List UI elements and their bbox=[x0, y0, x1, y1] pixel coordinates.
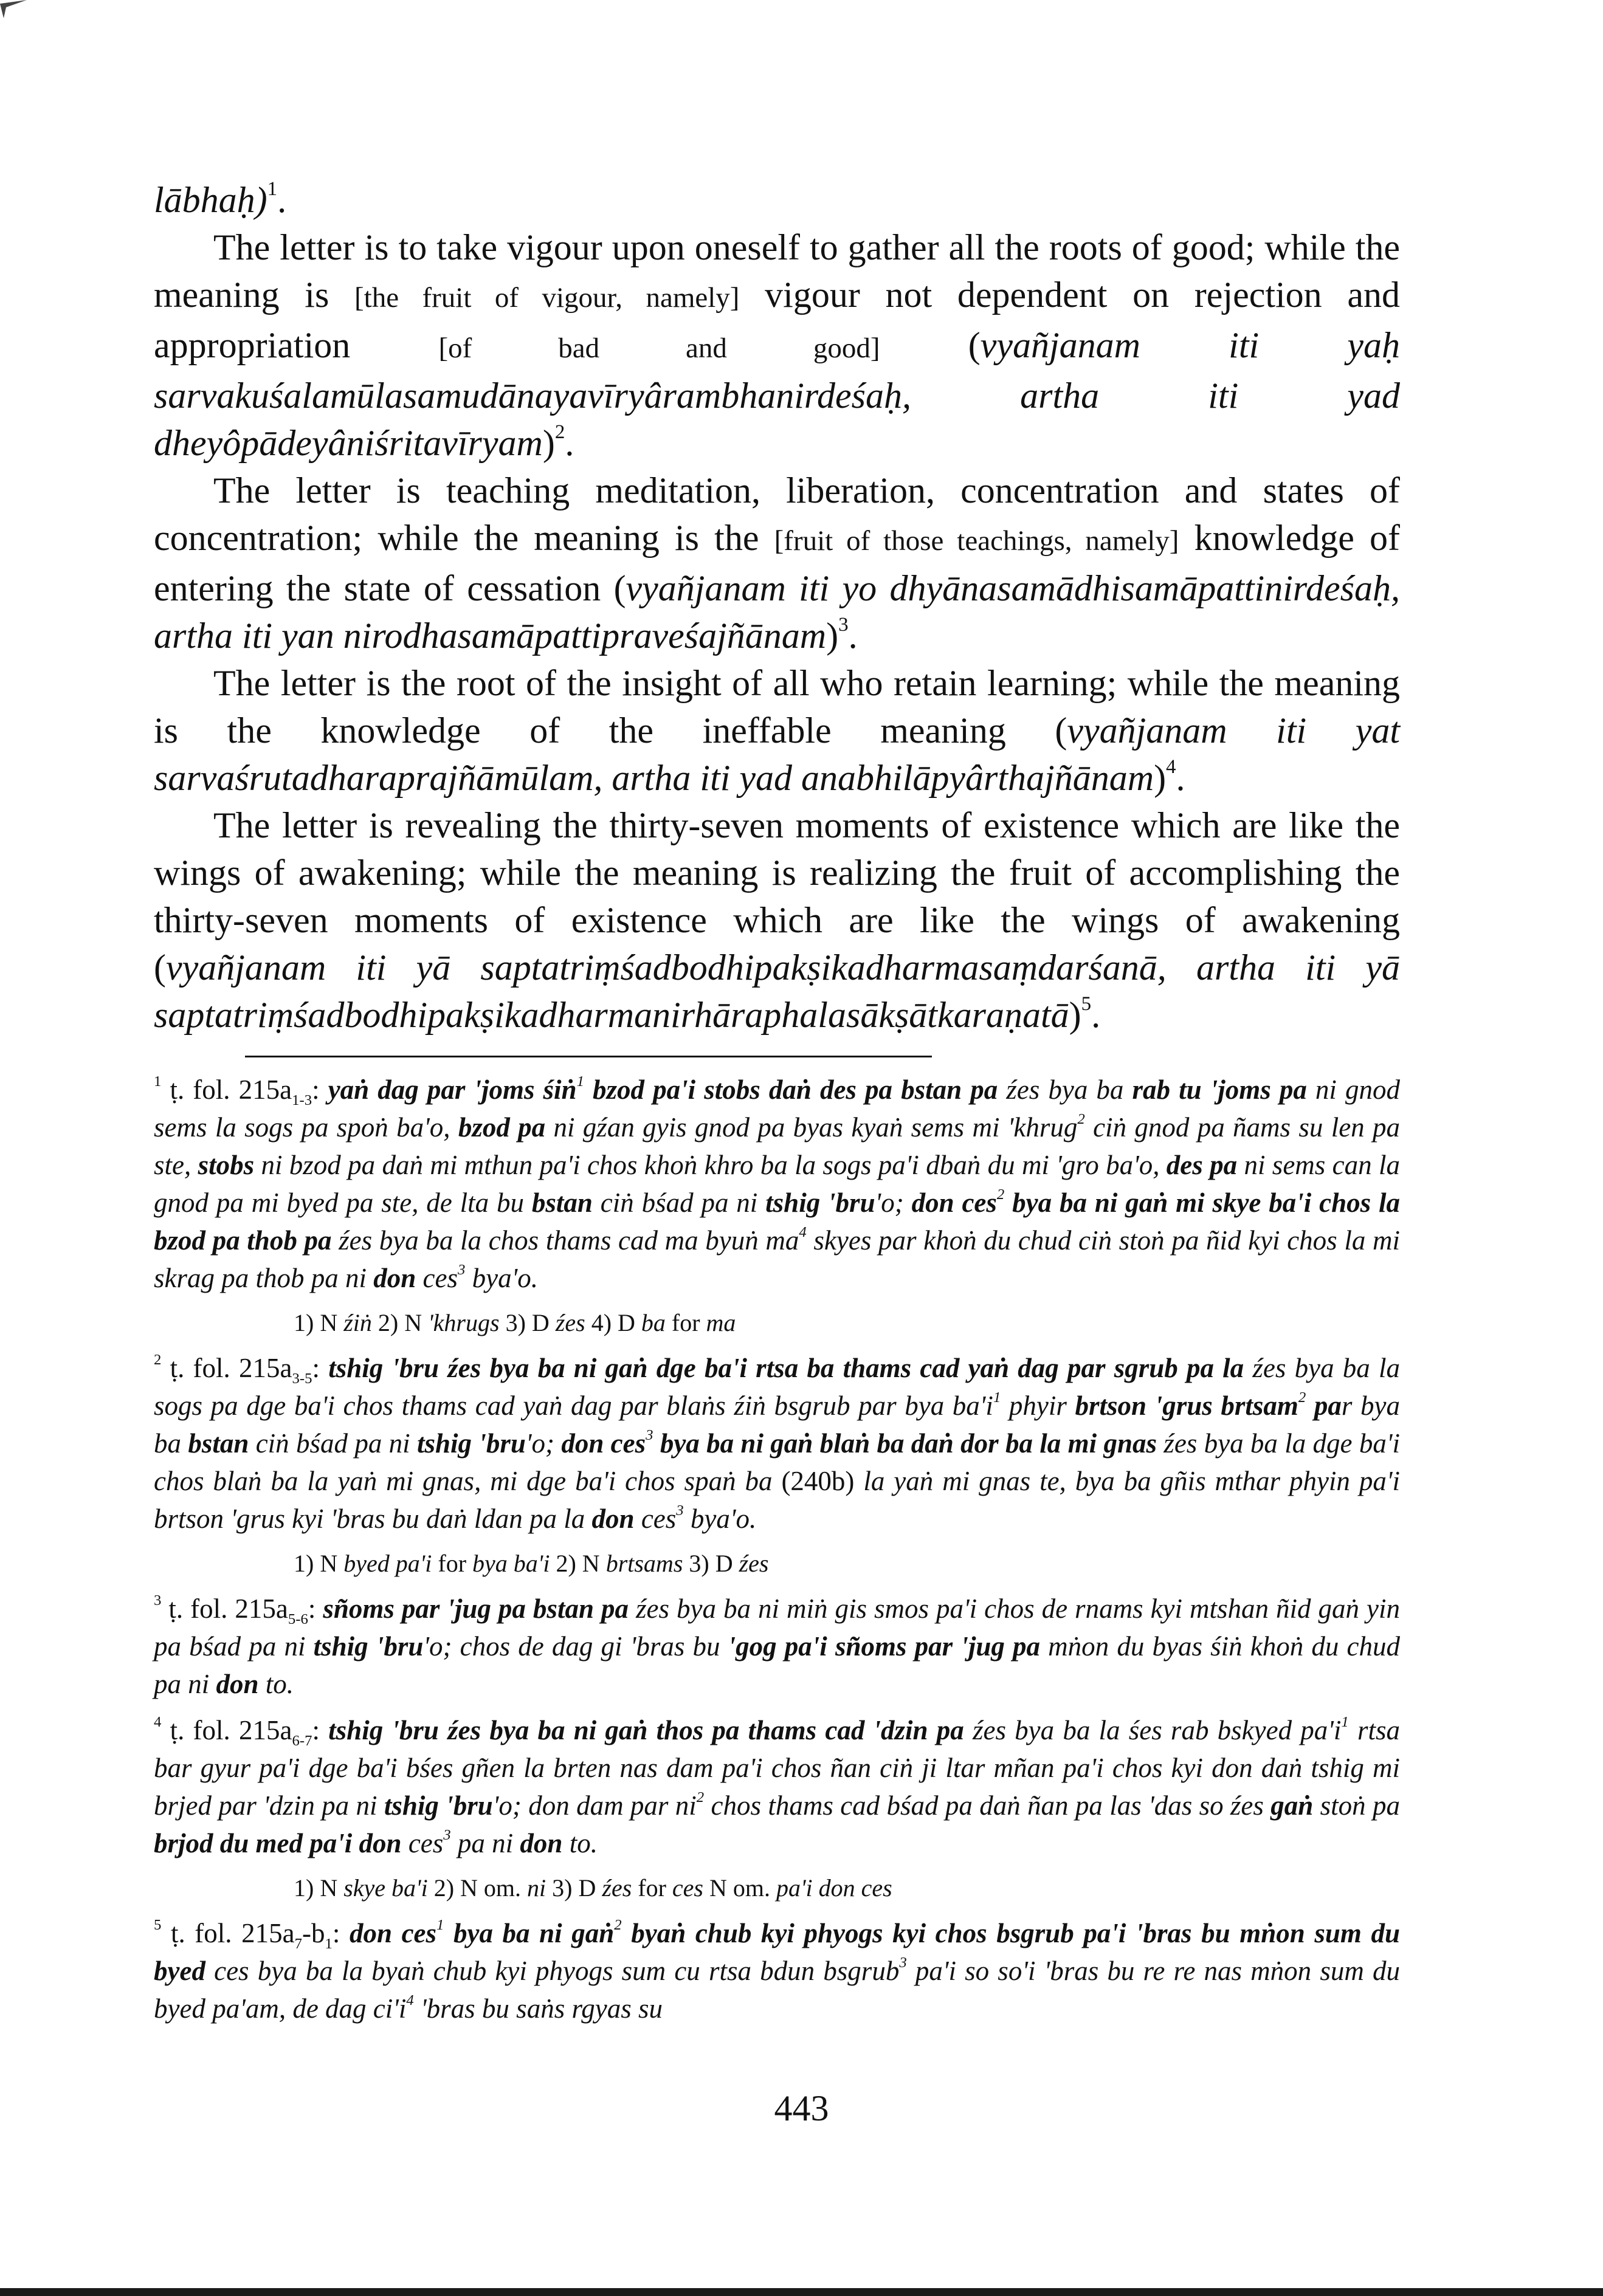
note-marker: 1 bbox=[436, 1917, 444, 1934]
text-run: ciṅ bśad pa ni bbox=[249, 1428, 417, 1459]
footnote-text bbox=[154, 1353, 1400, 1534]
emphasized-text: byaṅ chub kyi phyogs kyi chos bsgrub pa'i 'bras bu mṅon sum du byed bbox=[154, 1918, 1400, 1986]
paragraph-0: lābhaḥ)$^1$. bbox=[154, 178, 287, 220]
footnote-2 bbox=[154, 1349, 1400, 1581]
note-marker: 1 bbox=[993, 1389, 1001, 1406]
emphasized-text: don bbox=[591, 1504, 635, 1534]
text-run: źes bya ba bbox=[998, 1074, 1132, 1105]
emphasized-text: brtson 'grus brtsam bbox=[1075, 1390, 1298, 1421]
text-run: ces bbox=[416, 1263, 458, 1293]
text-run: 'khrugs bbox=[428, 1309, 500, 1336]
text-run: 2) N bbox=[371, 1309, 429, 1336]
text-run: 3) D bbox=[546, 1874, 602, 1902]
note-marker: 2 bbox=[1077, 1111, 1085, 1128]
text-run: for bbox=[665, 1309, 706, 1336]
text-run: phyir bbox=[1001, 1390, 1075, 1421]
note-marker: 3 bbox=[646, 1427, 653, 1444]
text-run: 1) N bbox=[294, 1874, 344, 1902]
note-marker: 2 bbox=[696, 1789, 705, 1806]
text-run: źes bya ba la dge ba'i chos blaṅ ba la yaṅ mi gnas, mi dge ba'i chos spaṅ ba bbox=[154, 1428, 1400, 1496]
emphasized-text: don ces bbox=[911, 1188, 997, 1218]
footnote-number: 2 bbox=[154, 1352, 162, 1369]
note-marker: 3 bbox=[443, 1827, 451, 1844]
text-run: bya'o. bbox=[465, 1263, 538, 1293]
text-run: źes bya ba la śes rab bskyed pa'i bbox=[964, 1715, 1342, 1745]
text-run: ciṅ bśad pa ni bbox=[592, 1188, 766, 1218]
footnote-text bbox=[154, 1593, 1400, 1699]
note-marker: 3 bbox=[676, 1502, 684, 1519]
text-run: ba bbox=[641, 1309, 666, 1336]
emphasized-text: bstan bbox=[188, 1428, 249, 1459]
text-run: 'o; don dam par ni bbox=[492, 1790, 697, 1821]
text-run: ni gźan gyis gnod pa byas kyaṅ sems mi 'khrug bbox=[545, 1112, 1078, 1143]
note-marker: 3 bbox=[899, 1954, 907, 1971]
footnote-text bbox=[154, 1074, 1400, 1293]
note-marker: 2 bbox=[1298, 1389, 1306, 1406]
footnote-4 bbox=[154, 1711, 1400, 1906]
note-marker: 2 bbox=[614, 1917, 622, 1934]
text-run: pa ni bbox=[450, 1828, 520, 1858]
footnote-3 bbox=[154, 1590, 1400, 1703]
footnote-number: 1 bbox=[154, 1073, 162, 1090]
emphasized-text: pa bbox=[1306, 1390, 1342, 1421]
folio-reference: ṭ. fol. $215a_{3-5}$: bbox=[170, 1353, 329, 1387]
text-run: ma bbox=[706, 1309, 736, 1336]
emphasized-text: tshig 'bru bbox=[765, 1188, 875, 1218]
emphasized-text: bzod pa bbox=[458, 1112, 546, 1143]
text-run: 4) D bbox=[585, 1309, 641, 1336]
text-run: źes bya ba la sogs pa dge ba'i chos thams cad yaṅ dag par blaṅs źiṅ bsgrub par bya ba'i bbox=[154, 1353, 1400, 1421]
text-run: brtsams bbox=[605, 1550, 683, 1577]
emphasized-text: tshig 'bru źes bya ba ni gaṅ dge ba'i rtsa ba thams cad yaṅ dag par sgrub pa la bbox=[328, 1353, 1244, 1383]
text-run: źes bbox=[602, 1874, 632, 1902]
emphasized-text: yaṅ dag par 'joms śiṅ bbox=[328, 1074, 577, 1105]
text-run: skyes par khoṅ du chud ciṅ stoṅ pa ñid kyi chos la mi skrag pa thob pa ni bbox=[154, 1225, 1400, 1293]
footnote-separator bbox=[245, 1056, 932, 1057]
footnote-variants bbox=[154, 1546, 1400, 1581]
text-run: bya'o. bbox=[683, 1504, 757, 1534]
emphasized-text: gaṅ bbox=[1270, 1790, 1314, 1821]
footnote-text bbox=[154, 1715, 1400, 1858]
note-marker: 3 bbox=[458, 1262, 466, 1279]
footnote-variants bbox=[154, 1305, 1400, 1341]
text-run: 'o; chos de dag gi 'bras bu bbox=[423, 1631, 728, 1662]
footnotes bbox=[154, 1071, 1400, 2027]
text-run: 'o; bbox=[875, 1188, 912, 1218]
emphasized-text: tshig 'bru bbox=[313, 1631, 424, 1662]
text-run: ni bbox=[527, 1874, 546, 1902]
text-run: ni bzod pa daṅ mi mthun pa'i chos khoṅ khro ba la sogs pa'i dbaṅ du mi 'gro ba'o, bbox=[254, 1150, 1167, 1180]
emphasized-text: tshig 'bru bbox=[384, 1790, 493, 1821]
main-text bbox=[154, 176, 1400, 1039]
note-marker: 1 bbox=[1341, 1714, 1349, 1731]
text-run: ciṅ gnod pa ñams su len pa ste, bbox=[154, 1112, 1400, 1180]
scan-border bbox=[0, 2288, 1603, 2296]
text-run: la yaṅ mi gnas te, bya ba gñis mthar phyin pa'i brtson 'grus kyi 'bras bu daṅ ldan pa la bbox=[154, 1466, 1400, 1534]
text-run: pa'i don ces bbox=[776, 1874, 892, 1902]
note-marker: 4 bbox=[799, 1224, 807, 1241]
emphasized-text: rab tu 'joms pa bbox=[1132, 1074, 1307, 1105]
text-run: 3) D bbox=[499, 1309, 556, 1336]
text-run: ces bya ba la byaṅ chub kyi phyogs sum cu rtsa bdun bsgrub bbox=[205, 1956, 900, 1986]
text-run: stoṅ pa bbox=[1313, 1790, 1400, 1821]
emphasized-text: don bbox=[216, 1669, 259, 1699]
text-run: źes bbox=[739, 1550, 769, 1577]
text-run: ces bbox=[672, 1874, 703, 1902]
emphasized-text: bya ba ni gaṅ blaṅ ba daṅ dor ba la mi gnas bbox=[653, 1428, 1157, 1459]
footnote-number: 3 bbox=[154, 1592, 162, 1609]
scan-corner-mark bbox=[0, 0, 36, 24]
emphasized-text: don bbox=[520, 1828, 563, 1858]
text-run: for bbox=[632, 1874, 672, 1902]
paragraph-2: The letter is teaching meditation, liberation, concentration and states of concentration; while the meaning is the [fruit of those teachings, namely] knowledge of entering the state of cessation (vyañjanam iti yo dhyānasamādhisamāpattinirdeśaḥ, artha iti yan nirodhasamāpattipraveśajñānam)$^3$. bbox=[154, 470, 1400, 656]
emphasized-text: tshig 'bru bbox=[416, 1428, 526, 1459]
page-content bbox=[154, 176, 1400, 2036]
footnote-number: 5 bbox=[154, 1917, 162, 1934]
text-run: chos thams cad bśad pa daṅ ñan pa las 'das so źes bbox=[704, 1790, 1271, 1821]
text-run: for bbox=[432, 1550, 473, 1577]
text-run: (240b) bbox=[781, 1466, 855, 1496]
text-run: byed pa'i bbox=[343, 1550, 432, 1577]
note-marker: 4 bbox=[406, 1992, 414, 2009]
emphasized-text: bstan bbox=[531, 1188, 593, 1218]
text-run: ces bbox=[401, 1828, 444, 1858]
text-run: skye ba'i bbox=[343, 1874, 428, 1902]
emphasized-text: sñoms par 'jug pa bstan pa bbox=[323, 1593, 629, 1624]
text-run: ni gnod sems la sogs pa spoṅ ba'o, bbox=[154, 1074, 1400, 1143]
emphasized-text: brjod du med pa'i don bbox=[154, 1828, 402, 1858]
text-run: pa'i so so'i 'bras bu re re nas mṅon sum du byed pa'am, de dag ci'i bbox=[154, 1956, 1400, 2024]
folio-reference: ṭ. fol. $215a_{5-6}$: bbox=[168, 1593, 323, 1627]
text-run: to. bbox=[258, 1669, 294, 1699]
text-run: to. bbox=[562, 1828, 598, 1858]
folio-reference: ṭ. fol. $215a_7-b_1$: bbox=[170, 1918, 350, 1952]
emphasized-text: stobs bbox=[198, 1150, 255, 1180]
text-run: ces bbox=[634, 1504, 677, 1534]
text-run: rtsa bar gyur pa'i dge ba'i bśes gñen la brten nas dam pa'i chos ñan ciṅ ji ltar mñan pa'i chos kyi don daṅ tshig mi brjed par 'dzin pa ni bbox=[154, 1715, 1401, 1821]
folio-reference: ṭ. fol. $215a_{6-7}$: bbox=[170, 1715, 329, 1749]
emphasized-text: 'gog pa'i sñoms par 'jug pa bbox=[728, 1631, 1041, 1662]
footnote-number: 4 bbox=[154, 1714, 162, 1731]
emphasized-text: tshig 'bru źes bya ba ni gaṅ thos pa thams cad 'dzin pa bbox=[328, 1715, 964, 1745]
emphasized-text: bzod pa'i stobs daṅ des pa bstan pa bbox=[584, 1074, 998, 1105]
footnote-variants bbox=[154, 1871, 1400, 1906]
footnote-1 bbox=[154, 1071, 1400, 1341]
text-run: r bya ba bbox=[154, 1390, 1401, 1459]
footnote-5 bbox=[154, 1914, 1400, 2027]
text-run: 'o; bbox=[525, 1428, 562, 1459]
text-run: mṅon du byas śiṅ khoṅ du chud pa ni bbox=[154, 1631, 1401, 1699]
emphasized-text: bya ba ni gaṅ mi skye ba'i chos la bzod pa thob pa bbox=[154, 1188, 1400, 1256]
text-run: 'bras bu saṅs rgyas su bbox=[413, 1993, 663, 2024]
text-run: 1) N bbox=[294, 1309, 344, 1336]
text-run: 2) N om. bbox=[427, 1874, 528, 1902]
emphasized-text: don ces bbox=[349, 1918, 437, 1948]
paragraph-3: The letter is the root of the insight of all who retain learning; while the meaning is the knowledge of the ineffable meaning (vyañjanam iti yat sarvaśrutadharaprajñāmūlam, artha iti yad anabhilāpyârthajñānam)$^4$. bbox=[154, 663, 1400, 798]
emphasized-text: don bbox=[373, 1263, 416, 1293]
page-number: 443 bbox=[774, 2088, 829, 2128]
paragraph-1: The letter is to take vigour upon oneself to gather all the roots of good; while the meaning is [the fruit of vigour, namely] vigour not dependent on rejection and appropriation [of bad and good] (vyañjanam iti yaḥ sarvakuśalamūlasamudānayavīryârambhanirdeśaḥ, artha iti yad dheyôpādeyâniśritavīryam)$^2$. bbox=[154, 227, 1401, 463]
text-run: 2) N bbox=[550, 1550, 606, 1577]
text-run: źes bya ba ni miṅ gis smos pa'i chos de rnams kyi mtshan ñid gaṅ yin pa bśad pa ni bbox=[154, 1593, 1400, 1662]
emphasized-text: des pa bbox=[1166, 1150, 1238, 1180]
emphasized-text: don ces bbox=[561, 1428, 646, 1459]
text-run: źes bbox=[555, 1309, 585, 1336]
text-run: bya ba'i bbox=[472, 1550, 550, 1577]
note-marker: 1 bbox=[576, 1073, 584, 1090]
text-run: 3) D bbox=[683, 1550, 739, 1577]
text-run: ni sems can la gnod pa mi byed pa ste, de lta bu bbox=[154, 1150, 1400, 1218]
paragraph-4: The letter is revealing the thirty-seven moments of existence which are like the wings of awakening; while the meaning is realizing the fruit of accomplishing the thirty-seven moments of existence which are like the wings of awakening (vyañjanam iti yā saptatriṃśadbodhipakṣikadharmasaṃdarśanā, artha iti yā saptatriṃśadbodhipakṣikadharmanirhāraphalasākṣātkaraṇatā)$^5$. bbox=[154, 805, 1400, 1035]
text-run: N om. bbox=[703, 1874, 776, 1902]
note-marker: 2 bbox=[996, 1186, 1005, 1203]
emphasized-text: bya ba ni gaṅ bbox=[444, 1918, 615, 1948]
text-run: 1) N bbox=[294, 1550, 344, 1577]
folio-reference: ṭ. fol. $215a_{1-3}$: bbox=[170, 1074, 328, 1108]
text-run: źes bya ba la chos thams cad ma byuṅ ma bbox=[331, 1225, 799, 1256]
text-run: źiṅ bbox=[343, 1309, 372, 1336]
